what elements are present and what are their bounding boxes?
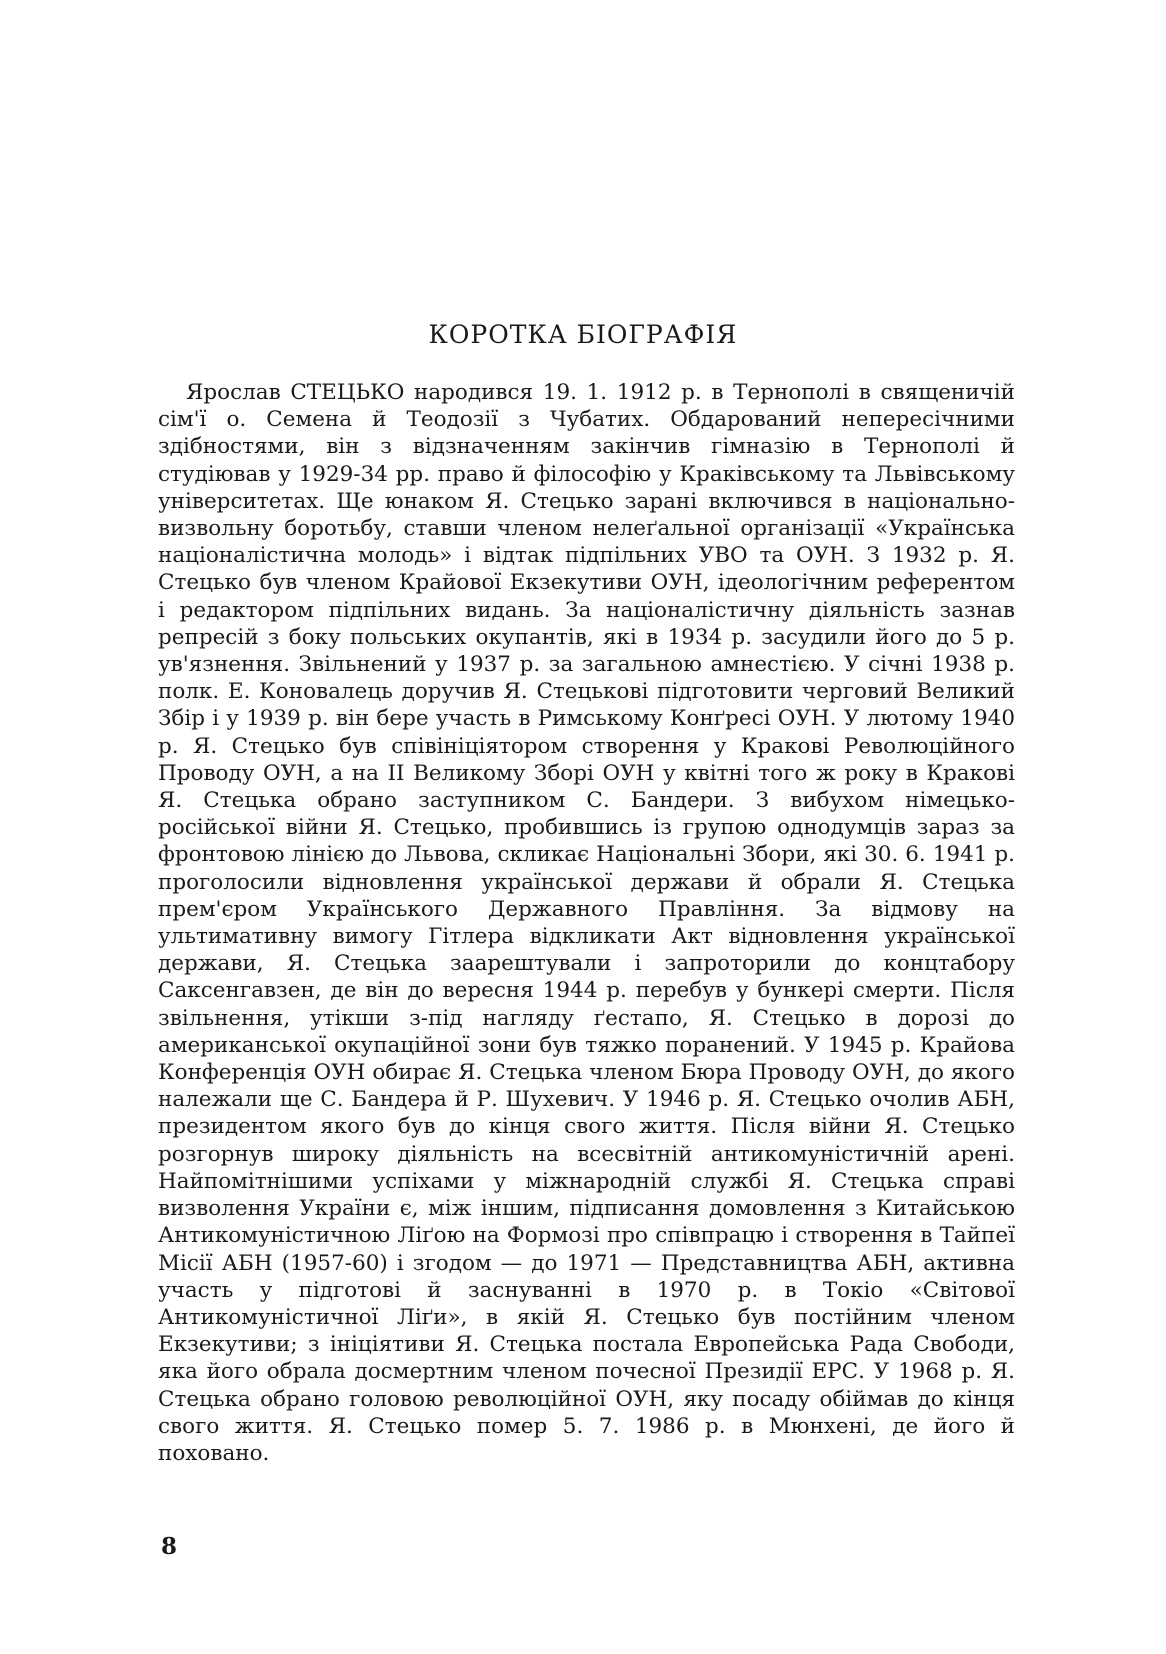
section-title: КОРОТКА БІОГРАФІЯ (428, 320, 738, 349)
biography-paragraph: Ярослав СТЕЦЬКО народився 19. 1. 1912 р. в Тернополі в священичій сім'ї о. Семена й Теодозії з Чубатих. Обдарований непересічними здібностями, він з відзначенням закінчив гімназію в Тернополі й студіював у 1929-34 рр. право й філософію у Краківському та Львівському університетах. Ще юнаком Я. Стецько зарані включився в національно-визвольну боротьбу, ставши членом нелеґальної організації «Українська націоналістична молодь» і відтак підпільних УВО та ОУН. З 1932 р. Я. Стецько був членом Крайової Екзекутиви ОУН, ідеологічним референтом і редактором підпільних видань. За націоналістичну діяльність зазнав репресій з боку польських окупантів, які в 1934 р. засудили його до 5 р. ув'язнення. Звільнений у 1937 р. за загальною амнестією. У січні 1938 р. полк. Е. Коновалець доручив Я. Стецькові підготовити черговий Великий Збір і у 1939 р. він бере участь в Римському Конґресі ОУН. У лютому 1940 р. Я. Стецько був співініціятором створення у Кракові Революційного Проводу ОУН, а на ІІ Великому Зборі ОУН у квітні того ж року в Кракові Я. Стецька обрано заступником С. Бандери. З вибухом німецько-російської війни Я. Стецько, пробившись із групою однодумців зараз за фронтовою лінією до Львова, скликає Національні Збори, які 30. 6. 1941 р. проголосили відновлення української держави й обрали Я. Стецька прем'єром Українського Державного Правління. За відмову на ультимативну вимогу Гітлера відкликати Акт відновлення української держави, Я. Стецька заарештували і запроторили до концтабору Саксенгавзен, де він до вересня 1944 р. перебув у бункері смерти. Після звільнення, утікши з-під нагляду ґестапо, Я. Стецько в дорозі до американської окупаційної зони був тяжко поранений. У 1945 р. Крайова Конференція ОУН обирає Я. Стецька членом Бюра Проводу ОУН, до якого належали ще С. Бандера й Р. Шухевич. У 1946 р. Я. Стецько очолив АБН, президентом якого був до кінця свого життя. Після війни Я. Стецько розгорнув широку діяльність на всесвітній антикомуністичній арені. Найпомітнішими успіхами у міжнародній службі Я. Стецька справі визволення України є, між іншим, підписання домовлення з Китайською Антикомуністичною Ліґою на Формозі про співпрацю і створення в Тайпеї Місії АБН (1957-60) і згодом — до 1971 — Представництва АБН, активна участь у підготові й заснуванні в 1970 р. в Токіо «Світової Антикомуністичної Ліґи», в якій Я. Стецько був постійним членом Екзекутиви; з ініціятиви Я. Стецька постала Европейська Рада Свободи, яка його обрала досмертним членом почесної Президії ЕРС. У 1968 р. Я. Стецька обрано головою революційної ОУН, яку посаду обіймав до кінця свого життя. Я. Стецько помер 5. 7. 1986 р. в Мюнхені, де його й поховано. (158, 380, 1015, 1466)
page-number: 8 (161, 1533, 178, 1560)
